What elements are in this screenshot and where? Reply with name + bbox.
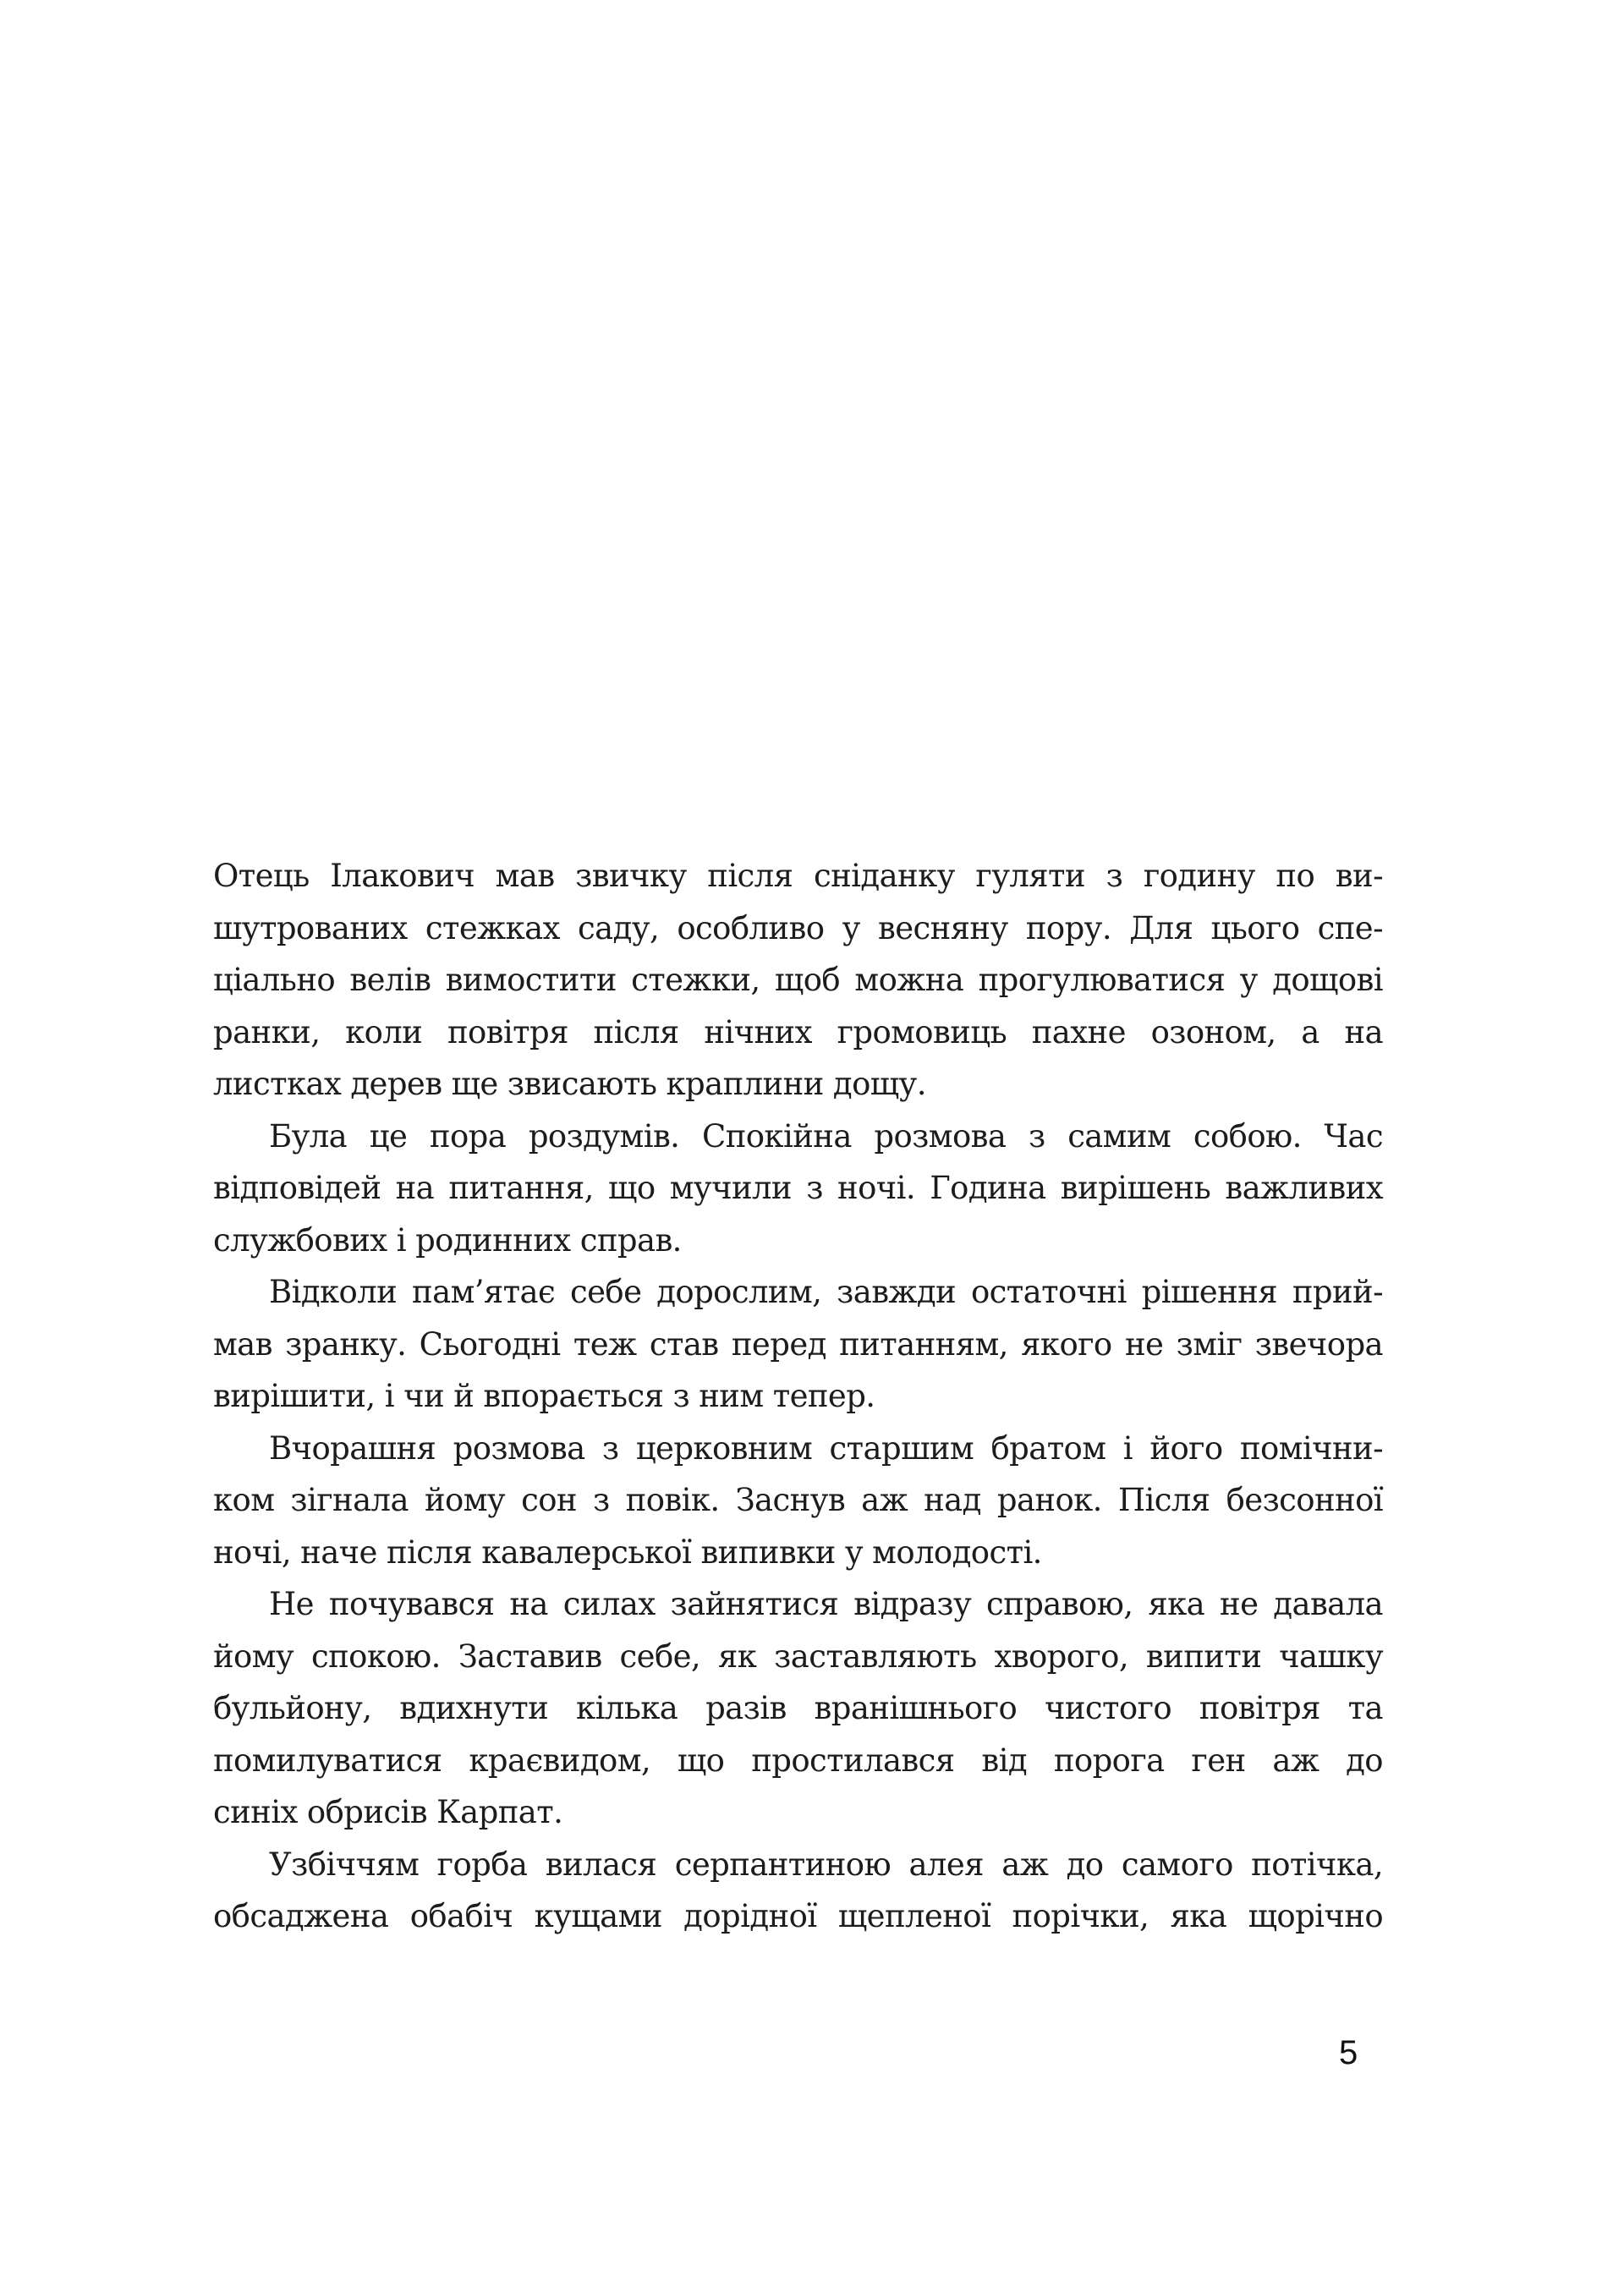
text-line: службових і родинних справ. [213,1221,682,1259]
text-line: синіх обрисів Карпат. [213,1794,563,1830]
text-line: Вчорашня розмова з церковним старшим братом і його помічни- [269,1429,1383,1467]
text-line: ком зігнала йому сон з повік. Заснув аж над ранок. Після безсонної [213,1482,1383,1518]
text-line: Отець Ілакович мав звичку після сніданку гуляти з годину по ви- [213,858,1383,894]
paragraph-6 [213,1839,1383,1943]
text-line: обсаджена обабіч кущами дорідної щепленої порічки, яка щорічно [213,1898,1383,1934]
text-line: вирішити, і чи й впорається з ним тепер. [213,1378,875,1414]
text-line: ціально велів вимостити стежки, щоб можна прогулюватися у дощові [213,962,1383,998]
text-line: бульйону, вдихнути кілька разів вранішнього чистого повітря та [213,1690,1383,1726]
text-line: шутрованих стежках саду, особливо у весняну пору. Для цього спе- [213,909,1383,946]
text-line: відповідей на питання, що мучили з ночі. Година вирішень важливих [213,1170,1383,1206]
text-line: Була це пора роздумів. Спокійна розмова з самим собою. Час [269,1117,1383,1155]
text-line: ночі, наче після кавалерської випивки у молодості. [213,1533,1042,1571]
text-line: Узбіччям горба вилася серпантиною алея аж до самого потічка, [269,1846,1383,1883]
text-line: мав зранку. Сьогодні теж став перед питанням, якого не зміг звечора [213,1325,1383,1363]
paragraph-4 [213,1423,1383,1579]
text-line: Не почувався на силах зайнятися відразу справою, яка не давала [269,1586,1383,1622]
text-line: ранки, коли повітря після нічних громовиць пахне озоном, а на [213,1013,1383,1050]
body-text [213,850,1383,1943]
paragraph-2 [213,1111,1383,1267]
paragraph-5 [213,1578,1383,1839]
page-number: 5 [1339,2034,1358,2071]
text-line: Відколи пам’ятає себе дорослим, завжди остаточні рішення прий- [269,1274,1383,1310]
paragraph-3 [213,1266,1383,1423]
text-line: йому спокою. Заставив себе, як заставляють хворого, випити чашку [213,1637,1383,1675]
paragraph-1 [213,850,1383,1111]
text-line: помилуватися краєвидом, що простилався від порога ген аж до [213,1742,1383,1779]
text-line: листках дерев ще звисають краплини дощу. [213,1066,926,1102]
